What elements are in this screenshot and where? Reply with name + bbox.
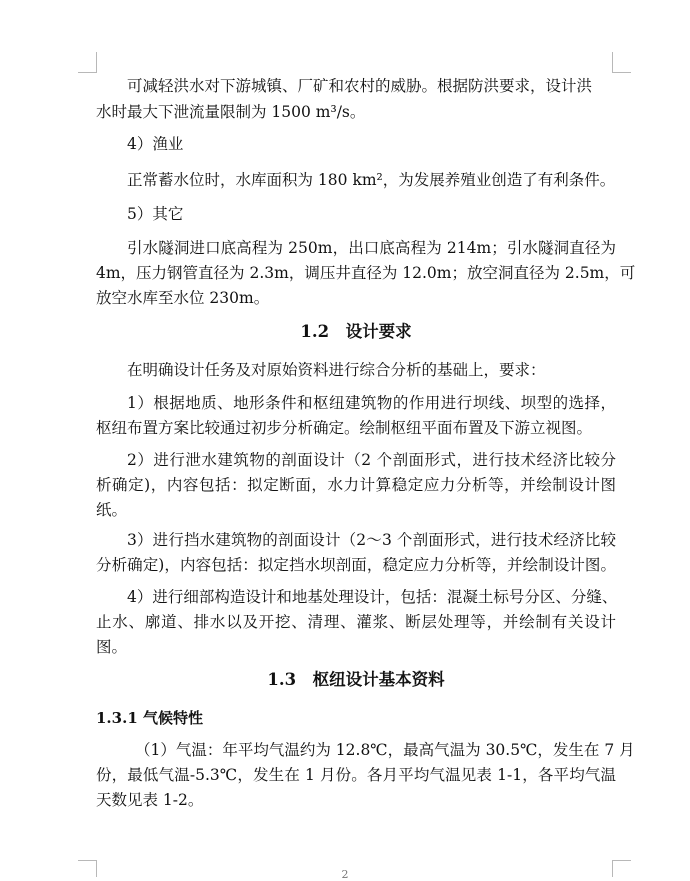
corner-mark-top-right xyxy=(612,52,631,73)
text-line: 正常蓄水位时，水库面积为 180 km²，为发展养殖业创造了有利条件。 xyxy=(127,171,616,189)
subsection-heading-1-3-1: 1.3.1 气候特性 xyxy=(96,709,203,727)
text-line: 分析确定)，内容包括：拟定挡水坝剖面，稳定应力分析等，并绘制设计图。 xyxy=(96,556,616,574)
corner-mark-bottom-right xyxy=(612,860,631,877)
text-line: 4m，压力钢管直径为 2.3m，调压井直径为 12.0m；放空洞直径为 2.5m，可 xyxy=(96,264,636,282)
list-heading-fishery: 4）渔业 xyxy=(127,135,184,153)
text-line: 纸。 xyxy=(96,501,128,519)
text-line: 枢纽布置方案比较通过初步分析确定。绘制枢纽平面布置及下游立视图。 xyxy=(96,419,593,437)
text-line: 份，最低气温-5.3℃，发生在 1 月份。各月平均气温见表 1-1，各平均气温 xyxy=(96,766,616,784)
text-line: 在明确设计任务及对原始资料进行综合分析的基础上，要求： xyxy=(127,361,546,379)
list-heading-other: 5）其它 xyxy=(127,205,184,223)
section-heading-1-2: 1.2 设计要求 xyxy=(300,322,412,341)
text-line: 放空水库至水位 230m。 xyxy=(96,289,270,307)
text-line: 可减轻洪水对下游城镇、厂矿和农村的威胁。根据防洪要求，设计洪 xyxy=(127,77,593,95)
text-line: 引水隧洞进口底高程为 250m，出口底高程为 214m；引水隧洞直径为 xyxy=(127,239,616,257)
text-line: 天数见表 1-2。 xyxy=(96,791,204,809)
text-line: 3）进行挡水建筑物的剖面设计（2～3 个剖面形式，进行技术经济比较 xyxy=(127,531,616,549)
text-line: 水时最大下泄流量限制为 1500 m³/s。 xyxy=(96,103,366,121)
text-line: 止水、廓道、排水以及开挖、清理、灌浆、断层处理等，并绘制有关设计 xyxy=(96,613,616,631)
text-line: 2）进行泄水建筑物的剖面设计（2 个剖面形式，进行技术经济比较分 xyxy=(127,451,616,469)
text-line: 4）进行细部构造设计和地基处理设计，包括：混凝土标号分区、分缝、 xyxy=(127,588,618,606)
text-line: （1）气温：年平均气温约为 12.8℃，最高气温为 30.5℃，发生在 7 月 xyxy=(135,741,635,759)
text-line: 1）根据地质、地形条件和枢纽建筑物的作用进行坝线、坝型的选择， xyxy=(127,394,616,412)
text-line: 析确定)，内容包括：拟定断面，水力计算稳定应力分析等，并绘制设计图 xyxy=(96,476,616,494)
section-heading-1-3: 1.3 枢纽设计基本资料 xyxy=(267,670,445,689)
corner-mark-top-left xyxy=(78,52,97,73)
page-number: 2 xyxy=(341,868,349,881)
corner-mark-bottom-left xyxy=(78,860,97,877)
text-line: 图。 xyxy=(96,638,128,656)
